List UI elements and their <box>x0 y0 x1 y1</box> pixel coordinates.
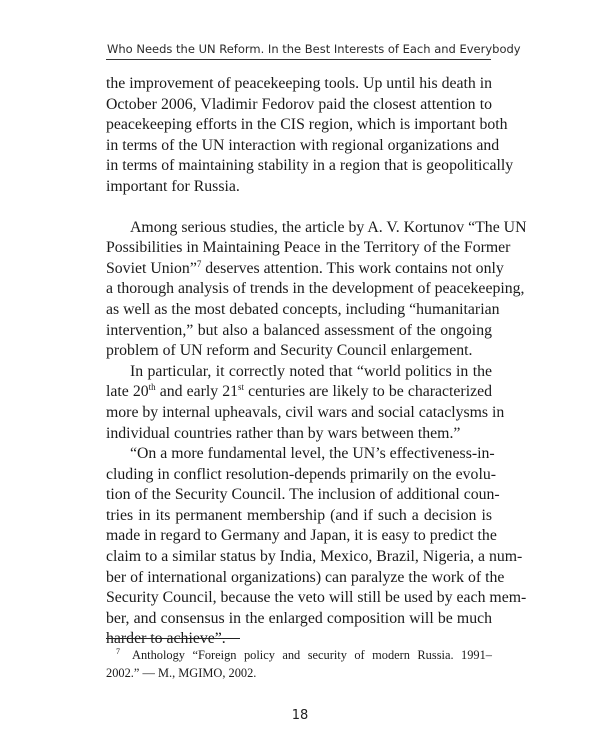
footnote-line <box>106 646 492 664</box>
footnote-line: 2002.” — M., MGIMO, 2002. <box>106 666 257 680</box>
text-line: Security Council, because the veto will still be used by each mem- <box>106 589 527 607</box>
text-line: as well as the most debated concepts, including “humanitarian <box>106 300 500 318</box>
text-line: In particular, it correctly noted that “world politics in the <box>130 362 492 380</box>
running-head: Who Needs the UN Reform. In the Best Interests of Each and Everybody <box>107 42 521 56</box>
paragraph-4 <box>106 444 527 650</box>
text-line: intervention,” but also a balanced assessment of the ongoing <box>106 321 492 339</box>
paragraph-gap <box>106 198 492 218</box>
text-fragment: late 20 <box>106 383 149 401</box>
text-line: individual countries rather than by wars between them.” <box>106 424 461 442</box>
text-line: Among serious studies, the article by A. V. Kortunov “The UN <box>130 218 527 236</box>
text-line: made in regard to Germany and Japan, it is easy to predict the <box>106 527 497 545</box>
superscript: st <box>238 382 245 393</box>
text-line: in terms of maintaining stability in a region that is geopolitically <box>106 157 514 175</box>
superscript: th <box>148 382 156 393</box>
text-line: cluding in conflict resolution-depends primarily on the evolu- <box>106 465 497 483</box>
text-fragment: Soviet Union” <box>106 259 197 277</box>
footnote-text: Anthology “Foreign policy and security of modern Russia. 1991– <box>132 648 492 662</box>
text-fragment: deserves attention. This work contains not only <box>201 259 504 277</box>
page-number: 18 <box>291 708 309 723</box>
text-line: problem of UN reform and Security Council enlargement. <box>106 342 473 360</box>
text-line: harder to achieve”. <box>106 630 226 648</box>
text-fragment: and early 21 <box>155 383 239 401</box>
text-line <box>106 258 504 280</box>
footnote-rule <box>106 638 240 639</box>
text-line: tion of the Security Council. The inclusion of additional coun- <box>106 486 500 504</box>
text-line: “On a more fundamental level, the UN’s effectiveness-in- <box>130 445 495 463</box>
text-line: peacekeeping efforts in the CIS region, which is important both <box>106 116 508 134</box>
footnote-marker: 7 <box>116 647 120 656</box>
text-line: in terms of the UN interaction with regional organizations and <box>106 136 500 154</box>
text-line: ber, and consensus in the enlarged composition will be much <box>106 609 492 627</box>
text-line: October 2006, Vladimir Fedorov paid the closest attention to <box>106 95 492 113</box>
paragraph-2 <box>106 218 527 362</box>
footnote <box>106 646 492 682</box>
text-line: Possibilities in Maintaining Peace in the Territory of the Former <box>106 239 511 257</box>
paragraph-3 <box>106 362 505 444</box>
text-line <box>106 382 492 403</box>
text-line: claim to a similar status by India, Mexico, Brazil, Nigeria, a num- <box>106 548 523 566</box>
text-line: more by internal upheavals, civil wars and social cataclysms in <box>106 403 505 421</box>
text-line: important for Russia. <box>106 177 240 195</box>
text-line: tries in its permanent membership (and if such a decision is <box>106 506 492 524</box>
footnote-reference: 7 <box>196 258 202 269</box>
paragraph-1 <box>106 74 514 198</box>
text-line: a thorough analysis of trends in the development of peacekeeping, <box>106 280 525 298</box>
text-fragment: centuries are likely to be characterized <box>244 383 493 401</box>
text-line: ber of international organizations) can paralyze the work of the <box>106 568 505 586</box>
body-text <box>106 74 527 650</box>
text-line: the improvement of peacekeeping tools. Up until his death in <box>106 75 493 92</box>
header-rule <box>106 59 491 60</box>
